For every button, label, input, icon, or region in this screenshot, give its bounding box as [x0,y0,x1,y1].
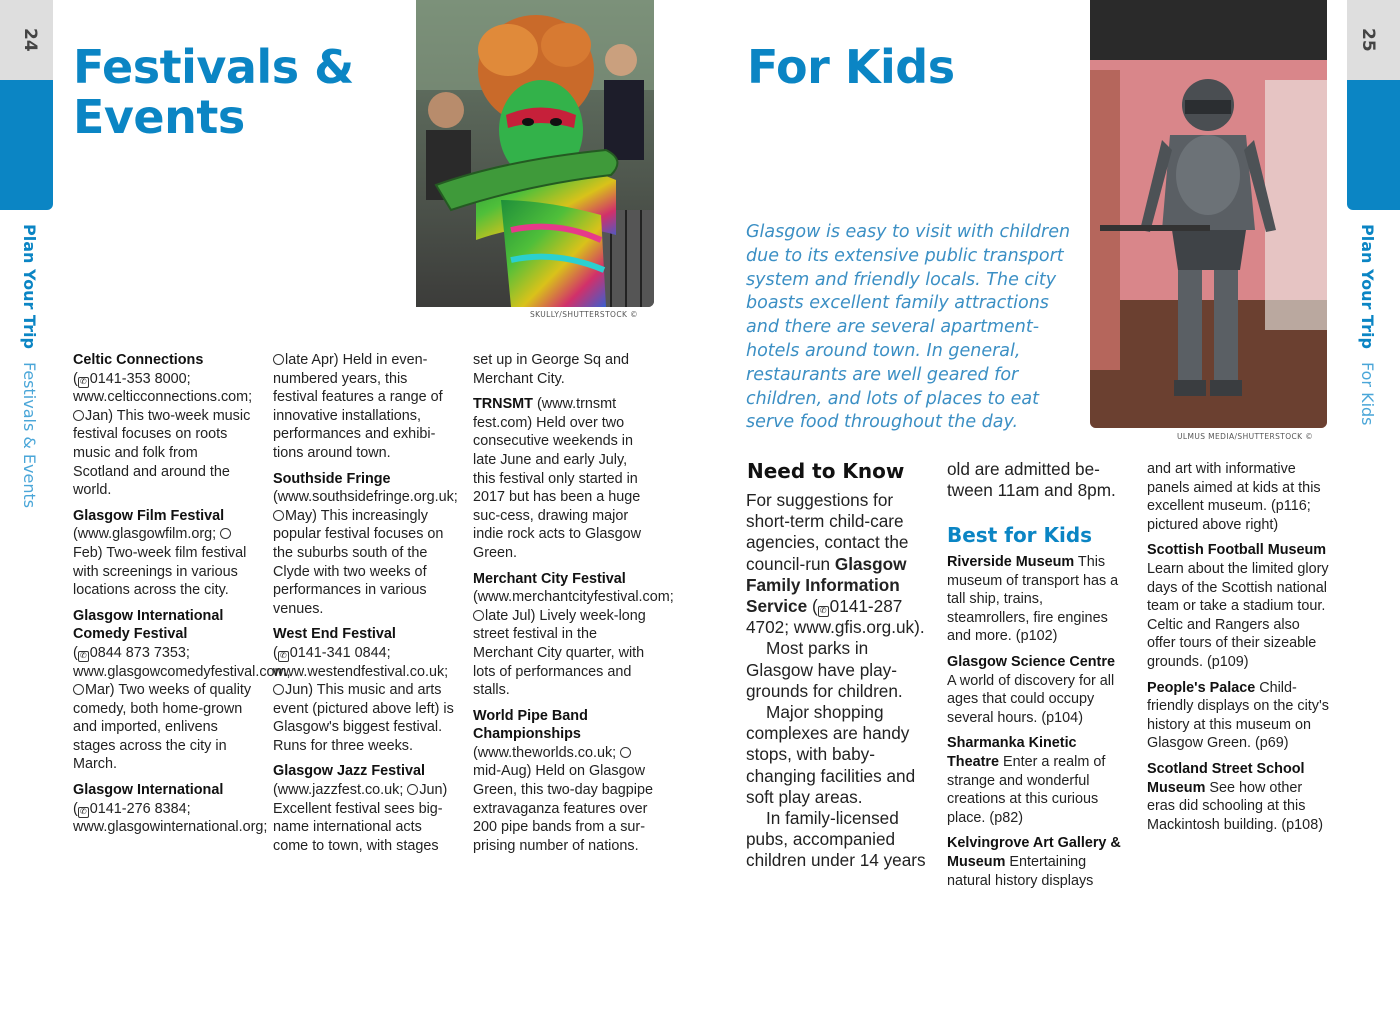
entry-when: Jun) This music and arts event (pictured above left) is Glasgow's biggest festival. Runs for three weeks. [273,682,454,754]
entry-name: Scotland Street School Museum [1147,760,1305,796]
clock-icon [273,510,284,521]
running-header-right [1358,224,1377,426]
clock-icon [620,747,631,758]
entry-text: Enter a realm of strange and wonderful creations at this curious place. (p82) [947,753,1106,826]
entry-when: Jan) This two-week music festival focuses on roots music and folk from Scotland and around the world. [73,407,251,499]
entry-name: Southside Fringe [273,470,391,487]
clock-icon [273,684,284,695]
list-item [473,351,653,388]
need-paragraph: Most parks in Glasgow have play-grounds for children. [746,638,903,701]
list-item [947,653,1129,727]
phone-icon: ✆ [818,606,829,617]
list-item [947,734,1129,827]
list-item [273,762,455,855]
phone-icon: ✆ [78,377,89,388]
list-item [473,707,653,856]
list-item [73,507,253,600]
list-item [947,553,1129,646]
list-item [273,470,458,619]
entry-name: Celtic Connections [73,352,204,368]
entry-text: See how other eras did schooling at this Mackintosh building. (p108) [1147,779,1323,833]
festival-photo [416,0,654,307]
entry-name: World Pipe Band Championships [473,707,588,743]
entry-text: 0141-276 8384; www.glasgowinternational.org; [73,800,268,836]
list-item: Glasgow International Comedy Festival ( ✆ 0844 873 7353; www.glasgowcomedyfestival.com; Mar) Two weeks of quality comedy, both home-grown and imported, enlivens stages across the city in March. [73,607,291,773]
list-item [473,570,674,700]
entry-text: 0844 873 7353; www.glasgowcomedyfestival.com; [73,644,291,680]
entry-text: 0141-353 8000; www.celticconnections.com; [73,370,253,406]
entry-name: Glasgow International Comedy Festival [73,607,224,643]
entry-name: Merchant City Festival [473,570,626,587]
entry-when: Jun) Excellent festival sees big-name international acts come to town, with stages [273,782,448,854]
clock-icon [473,610,484,621]
festival-column-2 [273,351,458,862]
list-item [947,834,1129,890]
entry-text: late Apr) Held in even-numbered years, this festival features a range of innovative installations, performances and exhibi-tions around town. [273,352,443,461]
list-item [1147,460,1329,534]
need-text: 0141-287 4702; www.gfis.org.uk). [746,596,925,638]
need-to-know-heading: Need to Know [747,459,905,483]
entry-name: Glasgow Jazz Festival [273,763,425,780]
best-for-kids-heading: Best for Kids [947,523,1093,547]
entry-name: Scottish Football Museum [1147,542,1327,559]
phone-icon: ✆ [78,807,89,818]
entry-text: (www.merchantcityfestival.com; [473,589,674,606]
clock-icon [73,410,84,421]
best-column-2 [1147,460,1329,841]
runner-sub: Festivals & Events [20,362,39,509]
entry-when: Mar) Two weeks of quality comedy, both home-grown and imported, enlivens stages across the city in March. [73,682,252,773]
page-number-right: 25 [1358,28,1378,52]
entry-name: West End Festival [273,626,396,643]
entry-text: (www.trnsmt fest.com) Held over two consecutive weekends in late June and early July, this festival only started in 2017 but has been a huge suc-cess, drawing major indie rock acts to Glasgow Green. [473,396,641,561]
page-tab-blue-right [1347,80,1400,210]
entry-text: This museum of transport has a tall ship, trains, steamrollers, fire engines and more. (p102) [947,554,1119,645]
clock-icon [407,784,418,795]
entry-when: Feb) Two-week film festival with screenings in various locations across the city. [73,544,247,599]
intro-text: Glasgow is easy to visit with children due to its extensive public transport system and friendly locals. The city boasts excellent family attractions and there are several apartment-hotels around town. In general, restaurants are well geared for children, and lots of places to eat serve food throughout the day. [746,222,1071,433]
clock-icon [73,684,84,695]
entry-when: late Jul) Lively week-long street festival in the Merchant City quarter, with lots of performances and stalls. [473,607,646,699]
list-item: Glasgow International ( ✆ 0141-276 8384; www.glasgowinternational.org; [73,782,268,836]
need-paragraph: For suggestions for short-term child-care agencies, contact the council-run Glasgow Family Information Service ( ✆ 0141-287 4702; www.gfis.org.uk). [746,490,925,638]
list-item [473,395,653,562]
list-item [1147,541,1329,671]
runner-section-right: Plan Your Trip [1358,224,1377,349]
page-tab-blue [0,80,53,210]
title-line-1: Festivals & [73,40,354,94]
runner-section: Plan Your Trip [20,224,39,349]
photo-credit-left: SKULLY/SHUTTERSTOCK © [530,310,638,319]
entry-text: (www.southsidefringe.org.uk; [273,489,458,506]
phone-icon: ✆ [278,651,289,662]
need-to-know-continued [947,459,1127,501]
entry-text: A world of discovery for all ages that could occupy several hours. (p104) [947,672,1115,726]
need-paragraph: old are admitted be-tween 11am and 8pm. [947,459,1116,501]
list-item [1147,760,1329,834]
entry-name: Glasgow Science Centre [947,653,1115,670]
need-highlight: Glasgow Family Information Service [746,553,907,617]
running-header-left [20,224,39,508]
entry-name: People's Palace [1147,679,1256,696]
best-column-1 [947,553,1129,897]
need-to-know-body [746,490,930,872]
entry-text: Learn about the limited glory days of the Scottish national team or take a stadium tour. Celtic and Rangers also offer tours of their sizeable grounds. (p109) [1147,560,1329,670]
title-line-2: Events [73,90,245,144]
armour-photo [1090,0,1327,428]
entry-name: Kelvingrove Art Gallery & Museum [947,835,1121,870]
list-item: West End Festival ( ✆ 0141-341 0844; www.westendfestival.co.uk; Jun) This music and arts event (pictured above left) is Glasgow's biggest festival. Runs for three weeks. [273,626,454,754]
festival-column-1 [73,351,291,844]
page-title-left [73,42,354,142]
list-item [1147,679,1329,753]
need-paragraph: In family-licensed pubs, accompanied children under 14 years [746,808,926,871]
entry-when: mid-Aug) Held on Glasgow Green, this two-day bagpipe extravaganza features over 200 pipe bands from a sur-prising number of nations. [473,763,653,854]
clock-icon [220,528,231,539]
entry-text: Entertaining natural history displays [947,853,1094,889]
need-paragraph: Major shopping complexes are handy stops, with baby-changing facilities and soft play areas. [746,702,916,807]
entry-name: TRNSMT [473,396,533,413]
page-number-left: 24 [20,28,40,52]
entry-name: Riverside Museum [947,554,1075,570]
entry-name: Sharmanka Kinetic Theatre [947,735,1077,770]
runner-sub-right: For Kids [1358,362,1377,426]
entry-when: May) This increasingly popular festival focuses on the suburbs south of the Clyde with two weeks of performances in various venues. [273,507,444,617]
entry-text: (www.glasgowfilm.org; [73,526,221,543]
list-item: Celtic Connections ( ✆ 0141-353 8000; www.celticconnections.com; Jan) This two-week music festival focuses on roots music and folk from Scotland and around the world. [73,352,253,499]
entry-text: 0141-341 0844; www.westendfestival.co.uk; [273,644,449,680]
entry-name: Glasgow Film Festival [73,507,225,524]
festival-column-3 [473,351,674,862]
entry-text: Child-friendly displays on the city's history at this museum on Glasgow Green. (p69) [1147,679,1329,752]
list-item [273,351,455,463]
entry-text: set up in George Sq and Merchant City. [473,352,630,387]
entry-text: (www.jazzfest.co.uk; [273,782,408,799]
entry-text: (www.theworlds.co.uk; [473,744,621,761]
page-title-right: For Kids [747,40,955,94]
photo-credit-right: ULMUS MEDIA/SHUTTERSTOCK © [1177,432,1314,441]
phone-icon: ✆ [78,651,89,662]
entry-name: Glasgow International [73,782,224,799]
entry-text: and art with informative panels aimed at kids at this excellent museum. (p116; pictured above right) [1147,461,1321,533]
need-text: For suggestions for short-term child-care agencies, contact the council-run [746,490,909,574]
clock-icon [273,354,284,365]
